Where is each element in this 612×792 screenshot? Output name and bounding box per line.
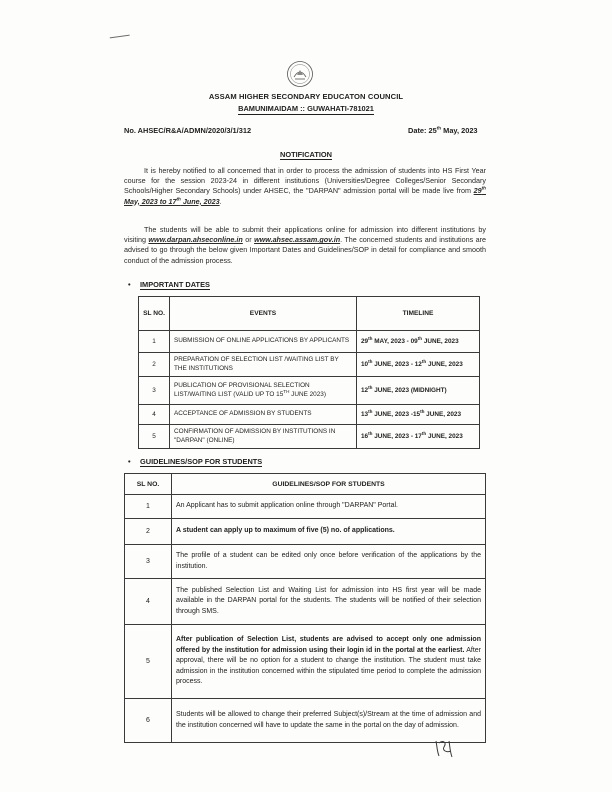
- guidelines-heading: • GUIDELINES/SOP FOR STUDENTS: [128, 457, 263, 466]
- council-seal-icon: [286, 60, 314, 88]
- guidelines-table: [124, 473, 486, 743]
- pen-mark: [110, 35, 131, 43]
- portal-link-ahsec[interactable]: www.ahsec.assam.gov.in: [254, 235, 341, 245]
- table-row: 5 After publication of Selection List, students are advised to accept only one admission offered by the institution for admission using their login id in the portal at the earliest. After approval, there will be no option for a student to change the institution. The student must take admission in the institution concerned within the stipulated time period to complete the admission process.: [125, 625, 486, 699]
- column-header-sl: SL NO.: [139, 297, 170, 331]
- table-row: 6 Students will be allowed to change their preferred Subject(s)/Stream at the time of admission and the institution concerned will have to update the same in the portal on the day of admission.: [125, 699, 486, 743]
- council-address: BAMUNIMAIDAM :: GUWAHATI-781021: [238, 104, 374, 113]
- table-row: 1 SUBMISSION OF ONLINE APPLICATIONS BY APPLICANTS 29th MAY, 2023 - 09th JUNE, 2023: [139, 331, 480, 353]
- column-header-events: EVENTS: [170, 297, 357, 331]
- handwritten-initials-icon: [433, 737, 463, 759]
- table-row: 2 A student can apply up to maximum of five (5) no. of applications.: [125, 519, 486, 545]
- important-dates-heading: • IMPORTANT DATES: [128, 280, 210, 289]
- column-header-sl: SL NO.: [125, 474, 172, 495]
- table-row: 3 The profile of a student can be edited only once before verification of the applications by the institution.: [125, 545, 486, 579]
- table-row: 5 CONFIRMATION OF ADMISSION BY INSTITUTIONS IN "DARPAN" (ONLINE) 16th JUNE, 2023 - 17th JUNE, 2023: [139, 425, 480, 449]
- paragraph-intro: It is hereby notified to all concerned that in order to process the admission of students into HS First Year course for the session 2023-24 in different institutions (Universities/Degree Colleges/Senior Secondary Schools/Higher Secondary Schools) under AHSEC, the "DARPAN" admission portal will be made live from 29th May, 2023 to 17th June, 2023.: [124, 166, 486, 206]
- column-header-guidelines: GUIDELINES/SOP FOR STUDENTS: [172, 474, 486, 495]
- notification-date: Date: 25th May, 2023: [408, 125, 478, 135]
- table-row: 4 The published Selection List and Waiting List for admission into HS first year will be made available in the DARPAN portal for the students. The students will be notified of their selection through SMS.: [125, 579, 486, 625]
- paragraph-portal: The students will be able to submit their applications online for admission into different institutions by visiting www.darpan.ahseconline.in or www.ahsec.assam.gov.in. The concerned students and institutions are advised to go through the below given Important Dates and Guidelines/SOP in detail for compliance and smooth conduct of the admission process.: [124, 225, 487, 265]
- table-row: 4 ACCEPTANCE OF ADMISSION BY STUDENTS 13th JUNE, 2023 -15th JUNE, 2023: [139, 405, 480, 425]
- important-dates-table: [138, 296, 480, 449]
- council-name: ASSAM HIGHER SECONDARY EDUCATON COUNCIL: [208, 92, 404, 101]
- notification-title: NOTIFICATION: [279, 150, 332, 159]
- table-row: 1 An Applicant has to submit application online through "DARPAN" Portal.: [125, 495, 486, 519]
- column-header-timeline: TIMELINE: [357, 297, 480, 331]
- table-row: 2 PREPARATION OF SELECTION LIST /WAITING LIST BY THE INSTITUTIONS 10th JUNE, 2023 - 12th JUNE, 2023: [139, 353, 480, 377]
- table-row: 3 PUBLICATION OF PROVISIONAL SELECTION LIST/WAITING LIST (VALID UP TO 15TH JUNE 2023) 12th JUNE, 2023 (MIDNIGHT): [139, 377, 480, 405]
- portal-link-darpan[interactable]: www.darpan.ahseconline.in: [148, 235, 243, 245]
- reference-number: No. AHSEC/R&A/ADMN/2020/3/1/312: [124, 126, 252, 135]
